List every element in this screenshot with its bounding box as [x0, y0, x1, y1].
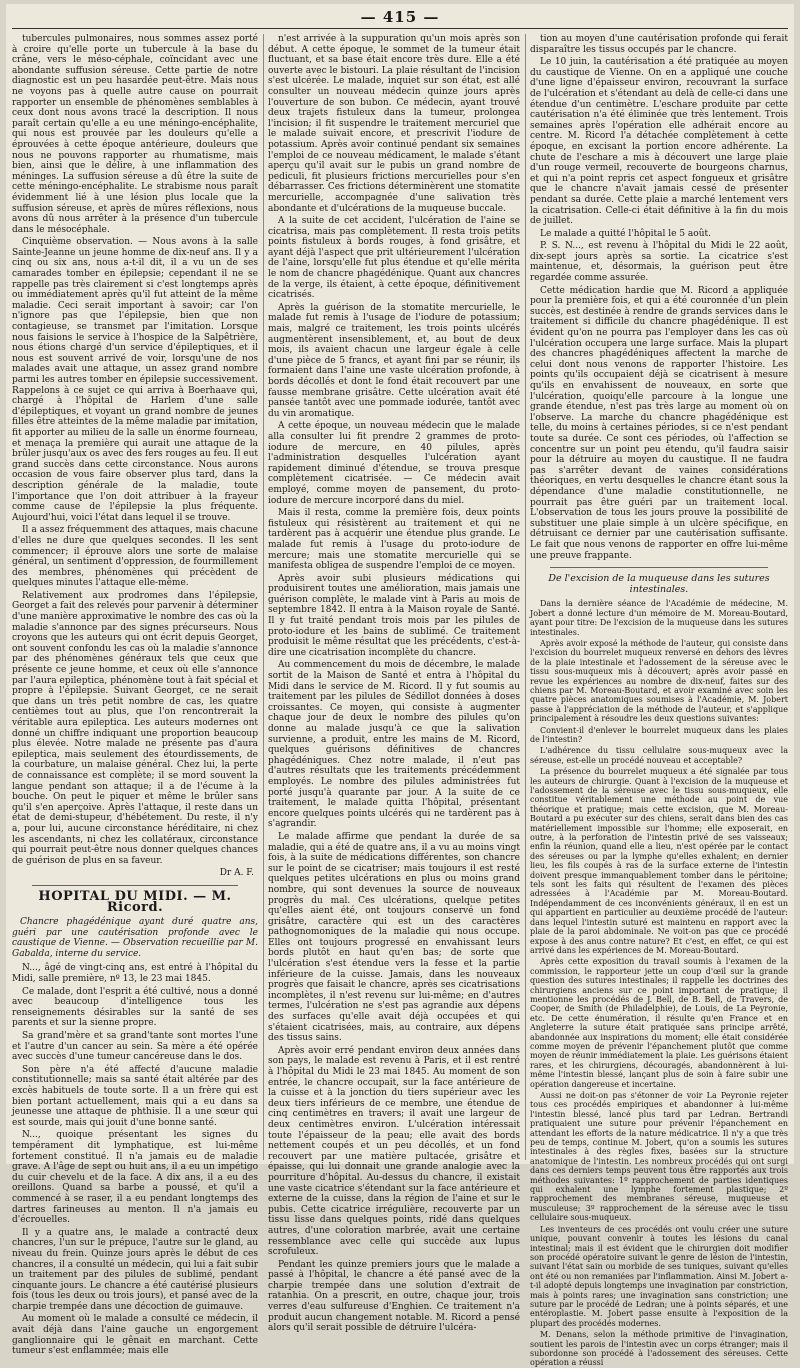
paragraph: Il a assez fréquemment des attaques, mais chacune d'elles ne dure que quelques secondes. Il les sent commencer; il éprouve alors une sorte de malaise général, un sentiment d'oppression, de fourmillement des membres, phénomènes qui précèdent de quelques minutes l'attaque elle-même. — [12, 525, 258, 589]
column-middle — [268, 34, 520, 1334]
column-left — [12, 34, 258, 1357]
signature: Dr A. F. — [219, 868, 254, 879]
paragraph: Après avoir subi plusieurs médications qui produisirent toutes une amélioration, mais jamais une guérison complète, le malade vint à Paris au mois de septembre 1842. Il entra à la Maison royale de Santé. Il y fut traité pendant trois mois par les pilules de proto-iodure et les bains de sublimé. Ce traitement produisit le même résultat que les précédents, c'est-à-dire une cicatrisation incomplète du chancre. — [268, 573, 520, 658]
paragraph: Il y a quatre ans, le malade a contracté deux chancres, l'un sur le prépuce, l'autre sur le gland, au niveau du frein. Quinze jours après le début de ces chancres, il a consulté un médecin, qui lui a fait subir un traitement par des pilules de sublimé, pendant cinquante jours. Le chancre a été cautérisé plusieurs fois (tous les deux ou trois jours), et pansé avec de la charpie trempée dans une décoction de guimauve. — [12, 1227, 258, 1312]
paragraph: Après avoir exposé la méthode de l'auteur, qui consiste dans l'excision du bourrelet muqueux renversé en dehors des lèvres de la plaie intestinale et l'adossement de la séreuse avec le tissu sous-muqueux mis à découvert; après avoir passé en revue les expériences au nombre de dix-neuf, faites sur des chiens par M. Moreau-Boutard, et avoir examiné avec soin les quatre pièces anatomiques soumises à l'Académie, M. Jobert passe à l'appréciation de la méthode de l'auteur, et s'applique principalement à résoudre les deux questions suivantes: — [530, 638, 788, 724]
page-number: — 415 — — [360, 8, 440, 26]
paragraph: Ce malade, dont l'esprit a été cultivé, nous a donné avec beaucoup d'intelligence tous les renseignements désirables sur la santé de ses parents et sur la sienne propre. — [12, 986, 258, 1029]
paragraph: P. S. N..., est revenu à l'hôpital du Midi le 22 août, dix-sept jours après sa sortie. La cicatrice s'est maintenue, et, désormais, la guérison peut être regardée comme assurée. — [530, 241, 788, 284]
paragraph: Aussi ne doit-on pas s'étonner de voir La Peyronie rejeter tous ces procédés empiriques et abandonner à lui-même l'intestin blessé, lancé plus tard par Ledran. Bertrandi pratiquaient une suture pour prévenir l'épanchement en attendant les efforts de la nature médicatrice. Il n'y a que très peu de temps, continue M. Jobert, qu'on a soumis les sutures intestinales à des règles fixes, basées sur la structure anatomique de l'intestin. Les nombreux procédés qui ont surgi dans ces derniers temps peuvent tous être rapportés aux trois méthodes suivantes: 1º rapprochement de parties identiques qui exhalent une lymphe fortement plastique; 2º rapprochement des membranes séreuse, muqueuse et musculeuse; 3º rapprochement de la séreuse avec le tissu cellulaire sous-muqueux. — [530, 1091, 788, 1223]
paragraph: Au moment où le malade a consulté ce médecin, il avait déjà dans l'aine gauche un engorgement ganglionnaire qui le gênait en marchant. Cette tumeur s'est enflammée; mais elle — [12, 1314, 258, 1357]
column-divider — [263, 34, 264, 1160]
column-right — [530, 34, 788, 1368]
paragraph: N..., quoique présentant les signes du tempérament dit lymphatique, est lui-même fortement constitué. Il n'a jamais eu de maladie grave. A l'âge de sept ou huit ans, il a eu un impétigo du cuir chevelu et de la face. A dix ans, il a eu des oreillons. Quand sa barbe a poussé, et qu'il a commencé à se raser, il a eu pendant longtemps des dartres farineuses au menton. Il n'a jamais eu d'écrouelles. — [12, 1130, 258, 1226]
paragraph: Convient-il d'enlever le bourrelet muqueux dans les plaies de l'intestin? — [530, 725, 788, 744]
paragraph: Les inventeurs de ces procédés ont voulu créer une suture unique, pouvant convenir à toutes les lésions du canal intestinal; mais il est évident que le chirurgien doit modifier son procédé opératoire suivant le genre de lésion de l'intestin, suivant l'état sain ou morbide de ses tuniques, suivant qu'elles ont été ou non remaniées par l'inflammation. Ainsi M. Jobert a-t-il adopté depuis longtemps une invagination par constriction, mais à points rares; une invagination sans constriction; une suture par le procédé de Ledran; une à points séparés, et une entéroplastie. M. Jobert passe ensuite à l'exposition de la plupart des procédés modernes. — [530, 1224, 788, 1328]
paragraph: Relativement aux prodromes dans l'épilepsie, Georget a fait des relevés pour parvenir à déterminer d'une manière approximative le nombre des cas où la maladie s'annonce par des signes précurseurs. Nous croyons que les auteurs qui ont écrit depuis Georget, ont souvent confondu les cas où la maladie s'annonce par des phénomènes généraux tels que ceux que présente ce jeune homme, et ceux où elle s'annonce par l'aura epileptica, phénomène tout à fait spécial et propre à l'épilepsie. Suivant Georget, ce ne serait que dans un très petit nombre de cas, les quatre centièmes tout au plus, que l'on rencontrerait la véritable aura epileptica. Les auteurs modernes ont donné un chiffre indiquant une proportion beaucoup plus élevée. Notre malade ne présente pas d'aura epileptica, mais seulement des étourdissements, de la courbature, un malaise général. Chez lui, la perte de connaissance est complète; il se mord souvent la langue pendant son attaque; il a de l'écume à la bouche. On peut le piquer et même le brûler sans qu'il s'en aperçoive. Après l'attaque, il reste dans un état de demi-stupeur, d'hébétement. Du reste, il n'y a, pour lui, aucune circonstance héréditaire, ni chez les ascendants, ni chez les collatéraux, circonstance qui pourrait peut-être nous donner quelques chances de guérison de plus en sa faveur. — [12, 590, 258, 866]
paragraph: Le malade a quitté l'hôpital le 5 août. — [540, 228, 711, 239]
section-subtitle: Chancre phagédénique ayant duré quatre ans, guéri par une cautérisation profonde avec le caustique de Vienne. — Observation recueillie par M. Gabalda, interne du service. — [12, 917, 258, 959]
column-divider — [525, 34, 526, 1160]
paragraph: Sa grand'mère et sa grand'tante sont mortes l'une et l'autre d'un cancer au sein. Sa mère a été opérée avec succès d'une tumeur cancéreuse dans le dos. — [12, 1031, 258, 1063]
section-title: De l'excision de la muqueuse dans les sutures intestinales. — [548, 573, 770, 595]
paragraph: Mais il resta, comme la première fois, deux points fistuleux qui résistèrent au traitement et qui ne tardèrent pas à acquérir une étendue plus grande. Le malade fut remis à l'usage du proto-iodure de mercure; mais une stomatite mercurielle qui se manifesta obligea de suspendre l'emploi de ce moyen. — [268, 508, 520, 572]
paragraph: tion au moyen d'une cautérisation profonde qui ferait disparaître les tissus occupés par le chancre. — [530, 34, 788, 55]
paragraph: A la suite de cet accident, l'ulcération de l'aine se cicatrisa, mais pas complètement. Il resta trois petits points fistuleux à bords rouges, à fond grisâtre, et ayant déjà l'aspect que prit ultérieurement l'ulcération de l'aine, lorsqu'elle fut plus étendue et qu'elle mérita le nom de chancre phagédénique. Quant aux chancres de la verge, ils étaient, à cette époque, définitivement cicatrisés. — [268, 216, 520, 301]
paragraph: tubercules pulmonaires, nous sommes assez porté à croire qu'elle porte un tubercule à la base du crâne, vers le méso-céphale, coïncidant avec une abondante suffusion séreuse. Cette partie de notre diagnostic est un peu hasardée peut-être. Mais nous ne voyons pas à quelle autre cause on pourrait rapporter un ensemble de phénomènes semblables à ceux dont nous avons tracé la description. Il nous paraît certain qu'elle a eu une méningo-encéphalite, qui nous est prouvée par les douleurs qu'elle a éprouvées à cette époque antérieure, douleurs que nous ne pouvons rapporter au rhumatisme, mais bien, ainsi que le délire, à une inflammation des méninges. La suffusion séreuse a dû être la suite de cette méningo-encéphalite. Le strabisme nous paraît évidemment lié à une lésion plus locale que la suffusion séreuse, et après de mûres réflexions, nous avons dû nous arrêter à la présence d'un tubercule dans le mésocéphale. — [12, 34, 258, 235]
paragraph: Dans la dernière séance de l'Académie de médecine, M. Jobert a donné lecture d'un mémoire de M. Moreau-Boutard, ayant pour titre: De l'excision de la muqueuse dans les sutures intestinales. — [530, 599, 788, 637]
paragraph: Après avoir erré pendant environ deux années dans son pays, le malade est revenu à Paris, et il est rentré à l'hôpital du Midi le 23 mai 1845. Au moment de son entrée, le chancre occupait, sur la face antérieure de la cuisse et à la jonction du tiers supérieur avec les deux tiers inférieurs de ce membre, une étendue de cinq centimètres en travers; il avait une largeur de deux centimètres environ. L'ulcération intéressait toute l'épaisseur de la peau; elle avait des bords nettement coupés et un peu décollés, et un fond recouvert par une matière pultacée, grisâtre et épaisse, qui lui donnait une grande analogie avec la pourriture d'hôpital. Au-dessus du chancre, il existait une vaste cicatrice s'étendant sur la face antérieure et externe de la cuisse, dans la région de l'aine et sur le pubis. Cette cicatrice irrégulière, recouverte par un tissu lisse dans quelques points, ridé dans quelques autres, d'une coloration marbrée, avait une certaine ressemblance avec celle qui succède aux lupus scrofuleux. — [268, 1045, 520, 1258]
paragraph: La présence du bourrelet muqueux a été signalée par tous les auteurs de chirurgie. Quant à l'excision de la muqueuse et l'adossement de la séreuse avec le tissu sous-muqueux, elle constitue véritablement une méthode au point de vue théorique et pratique; mais cette excision, que M. Moreau-Boutard a pu exécuter sur des chiens, serait dans bien des cas matériellement impossible sur l'homme; elle exposerait, en outre, à la perforation de l'intestin privé de ses vaisseaux; enfin la réunion, quand elle a lieu, n'est opérée par le contact des séreuses ou par la lymphe qu'elles exhalent; en dernier lieu, les fils coupés à ras de la surface externe de l'intestin doivent presque immanquablement tomber dans le péritoine; tels sont les faits qui résultent de l'examen des pièces adressées à l'Académie par M. Moreau-Boutard. Indépendamment de ces inconvénients généraux, il en est un qui appartient en particulier au deuxième procédé de l'auteur: dans lequel l'intestin suturé est maintenu en rapport avec la plaie de la paroi abdominale. Ne voit-on pas que ce procédé expose à des anus contre nature? Et c'est, en effet, ce qui est arrivé dans les expériences de M. Moreau-Boutard. — [530, 767, 788, 955]
paragraph: A cette époque, un nouveau médecin que le malade alla consulter lui fit prendre 2 grammes de proto-iodure de mercure, en 40 pilules, après l'administration desquelles l'ulcération ayant rapidement diminué d'étendue, se trouva presque complètement cicatrisée. — Ce médecin avait employé, comme moyen de pansement, du proto-iodure de mercure incorporé dans du miel. — [268, 421, 520, 506]
header-rule — [12, 28, 788, 29]
section-title: HOPITAL DU MIDI. — M. Ricord. — [38, 888, 232, 915]
paragraph: Pendant les quinze premiers jours que le malade a passé à l'hôpital, le chancre a été pansé avec de la charpie trempée dans une solution d'extrait de ratanhia. On a prescrit, en outre, chaque jour, trois verres d'eau sulfureuse d'Enghien. Ce traitement n'a produit aucun changement notable. M. Ricord a pensé alors qu'il serait possible de détruire l'ulcéra- — [268, 1259, 520, 1334]
paragraph: Son père n'a été affecté d'aucune maladie constitutionnelle; mais sa santé était altérée par des excès habituels de toute sorte. Il a un frère qui est bien portant actuellement, mais qui a eu dans sa jeunesse une attaque de phthisie. Il a une sœur qui est sourde, mais qui jouit d'une bonne santé. — [12, 1064, 258, 1128]
paragraph: n'est arrivée à la suppuration qu'un mois après son début. A cette époque, le sommet de la tumeur était fluctuant, et sa base était encore très dure. Elle a été ouverte avec le bistouri. La plaie résultant de l'incision s'est ulcérée. Le malade, inquiet sur son état, est allé consulter un nouveau médecin quinze jours après l'ouverture de son bubon. Ce médecin, ayant trouvé deux trajets fistuleux dans la tumeur, prolongea l'incision; il fit suspendre le traitement mercuriel que le malade suivait encore, et prescrivit l'iodure de potassium. Après avoir continué pendant six semaines l'emploi de ce nouveau médicament, le malade s'étant aperçu qu'il avait sur le pubis un grand nombre de pediculi, fit plusieurs frictions mercurielles pour s'en débarrasser. Ces frictions déterminèrent une stomatite mercurielle, accompagnée d'une salivation très abondante et d'ulcérations de la muqueuse buccale. — [268, 34, 520, 214]
paragraph: Le 10 juin, la cautérisation a été pratiquée au moyen du caustique de Vienne. On en a appliqué une couche d'une ligne d'épaisseur environ, recouvrant la surface de l'ulcération et s'étendant au delà de celle-ci dans une étendue d'un centimètre. L'eschare produite par cette cautérisation n'a été éliminée que très lentement. Trois semaines après l'opération elle adhérait encore au centre. M. Ricord l'a détachée complètement à cette époque, en excisant la portion encore adhérente. La chute de l'eschare a mis à découvert une large plaie d'un rouge vermeil, recouverte de bourgeons charnus, et qui n'a point repris cet aspect fongueux et grisâtre que le chancre n'avait jamais cessé de présenter pendant sa durée. Cette plaie a marché lentement vers la cicatrisation. Celle-ci était définitive à la fin du mois de juillet. — [530, 57, 788, 227]
section-separator — [32, 885, 238, 886]
newspaper-page — [6, 4, 794, 1368]
paragraph: Après cette exposition du travail soumis à l'examen de la commission, le rapporteur jette un coup d'œil sur la grande question des sutures intestinales; il rappelle les doctrines des chirurgiens anciens sur ce point important de pratique; il mentionne les procédés de J. Bell, de B. Bell, de Travers, de Cooper, de Smith (de Philadelphie), de Louis, de La Peyronie, etc. De cette énumération, il résulte qu'en France et en Angleterre la suture était pratiquée sans principe arrêté, abandonnée aux inspirations du moment; elle était considérée comme moyen de prévenir l'épanchement plutôt que comme moyen de réunir immédiatement la plaie. Les guérisons étaient rares, et les chirurgiens, découragés, abandonnèrent à lui-même l'intestin blessé, lançant plus de soin à faire subir une opération dangereuse et incertaine. — [530, 957, 788, 1089]
paragraph: Au commencement du mois de décembre, le malade sortit de la Maison de Santé et entra à l'hôpital du Midi dans le service de M. Ricord. Il y fut soumis au traitement par les pilules de Sédillot données à doses croissantes. Ce moyen, qui consiste à augmenter chaque jour de deux le nombre des pilules qu'on donne au malade jusqu'à ce que la salivation survienne, a produit, entre les mains de M. Ricord, quelques guérisons définitives de chancres phagédéniques. Chez notre malade, il n'eut pas d'autres résultats que les traitements précédemment employés. Le nombre des pilules administrées fut porté jusqu'à quarante par jour. A la suite de ce traitement, le malade quitta l'hôpital, présentant encore quelques points ulcérés qui ne tardèrent pas à s'agrandir. — [268, 660, 520, 830]
paragraph: M. Denans, selon la méthode primitive de l'invagination, soutient les parois de l'intestin avec un corps étranger; mais il subordonne son procédé à l'adossement des séreuses. Cette opération a réussi — [530, 1330, 788, 1368]
paragraph: L'adhérence du tissu cellulaire sous-muqueux avec la séreuse, est-elle un procédé nouveau et acceptable? — [530, 746, 788, 765]
paragraph: Après la guérison de la stomatite mercurielle, le malade fut remis à l'usage de l'iodure de potassium; mais, malgré ce traitement, les trois points ulcérés augmentèrent insensiblement, et, au bout de deux mois, ils avaient chacun une largeur égale à celle d'une pièce de 5 francs, et ayant fini par se réunir, ils formaient dans l'aine une vaste ulcération profonde, à bords décollés et dont le fond était recouvert par une fausse membrane grisâtre. Cette ulcération avait été pansée tantôt avec une pommade iodurée, tantôt avec du vin aromatique. — [268, 302, 520, 419]
paragraph: Cinquième observation. — Nous avons à la salle Sainte-Jeanne un jeune homme de dix-neuf ans. Il y a cinq ou six ans, nous a-t-il dit, il a vu un de ses camarades tomber en épilepsie; cependant il ne se rappelle pas très clairement si c'est longtemps après ou immédiatement après qu'il fut atteint de la même maladie. Ceci serait important à savoir; car l'on n'ignore pas que l'épilepsie, bien que non contagieuse, se transmet par l'imitation. Lorsque nous faisions le service à l'hospice de la Salpêtrière, nous étions chargé d'un service d'épileptiques, et il nous est souvent arrivé de voir, lorsqu'une de nos malades avait une attaque, un assez grand nombre parmi les autres tomber en épilepsie successivement. Rappelons à ce sujet ce qui arriva à Boerhaave qui, chargé à l'hôpital de Harlem d'une salle d'épileptiques, et voyant un grand nombre de jeunes filles être atteintes de la même maladie par imitation, fit apporter au milieu de la salle un énorme fourneau, et menaça la première qui aurait une attaque de la brûler jusqu'aux os avec des fers rouges au feu. Il eut grand succès dans cette circonstance. Nous aurons occasion de vous faire observer plus tard, dans la description générale de la maladie, toute l'importance que l'on doit attribuer à la frayeur comme cause de l'épilepsie la plus fréquente. Aujourd'hui, voici l'état dans lequel il se trouve. — [12, 237, 258, 523]
section-separator — [550, 567, 768, 568]
paragraph: Cette médication hardie que M. Ricord a appliquée pour la première fois, et qui a été couronnée d'un plein succès, est destinée à rendre de grands services dans le traitement si difficile du chancre phagédénique. Il est évident qu'on ne pourra pas l'employer dans les cas où l'ulcération occupera une large surface. Mais la plupart des chancres phagédéniques affectent la marche de celui dont nous venons de rapporter l'histoire. Les points qu'ils occupaient déjà se cicatrisent à mesure qu'ils en envahissent de nouveaux, en sorte que l'ulcération, quoiqu'elle parcoure à la longue une grande étendue, n'est pas très large au moment où on l'observe. La marche du chancre phagédénique est telle, du moins à certaines périodes, si ce n'est pendant toute sa durée. Ce sont ces périodes, où l'affection se concentre sur un point peu étendu, qu'il faudra saisir pour la détruire au moyen du caustique. Il ne faudra pas s'arrêter devant de vaines considérations théoriques, en vertu desquelles le chancre étant sous la dépendance d'une maladie constitutionnelle, ne pourrait pas être guéri par un traitement local. L'observation de tous les jours prouve la possibilité de substituer une plaie simple à un ulcère spécifique, en détruisant ce dernier par une cautérisation suffisante. Le fait que nous venons de rapporter en offre lui-même une preuve frappante. — [530, 285, 788, 561]
paragraph: Le malade affirme que pendant la durée de sa maladie, qui a été de quatre ans, il a vu au moins vingt fois, à la suite de médications différentes, son chancre sur le point de se cicatriser; mais toujours il est resté quelques petites ulcérations en plus ou moins grand nombre, qui sont devenues la source de nouveaux progrès du mal. Ces ulcérations, quelque petites qu'elles aient été, ont toujours conservé un fond grisâtre, caractère qui est un des caractères pathognomoniques de la maladie qui nous occupe. Elles ont toujours progressé en envahissant leurs bords plutôt en haut qu'en bas; de sorte que l'ulcération s'est étendue vers la fesse et la partie inférieure de la cuisse. Jamais, dans les nouveaux progrès que faisait le chancre, après ses cicatrisations incomplètes, il n'est revenu sur lui-même; en d'autres termes, l'ulcération ne s'est pas agrandie aux dépens des surfaces qu'elle avait déjà occupées et qui s'étaient cicatrisées, mais, au contraire, aux dépens des tissus sains. — [268, 831, 520, 1044]
paragraph: N..., âgé de vingt-cinq ans, est entré à l'hôpital du Midi, salle première, nº 13, le 23 mai 1845. — [12, 963, 258, 985]
